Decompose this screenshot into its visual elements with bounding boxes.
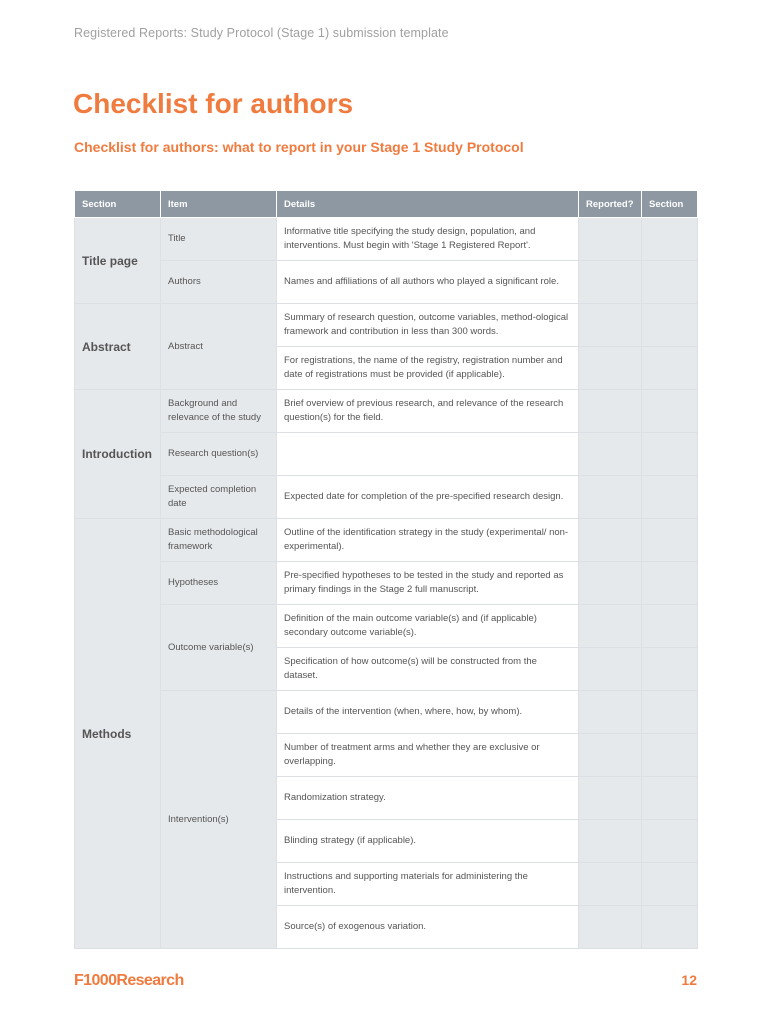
- item-cell-authors: Authors: [161, 261, 277, 304]
- item-cell-research-questions: Research question(s): [161, 433, 277, 476]
- table-row: [75, 304, 698, 347]
- column-header-details: Details: [277, 191, 579, 218]
- table-row: [75, 390, 698, 433]
- page-subtitle: Checklist for authors: what to report in your Stage 1 Study Protocol: [74, 139, 524, 155]
- item-cell-hypotheses: Hypotheses: [161, 562, 277, 605]
- section-ref-cell[interactable]: [642, 304, 698, 347]
- section-cell-methods: Methods: [75, 519, 161, 949]
- details-cell-hypotheses: Pre-specified hypotheses to be tested in the study and reported as primary findings in the Stage 2 full manuscript.: [277, 562, 579, 605]
- item-cell-background: Background and relevance of the study: [161, 390, 277, 433]
- details-cell-expected-completion: Expected date for completion of the pre-specified research design.: [277, 476, 579, 519]
- section-ref-cell[interactable]: [642, 605, 698, 648]
- table-header-row: [75, 191, 698, 218]
- table-row: [75, 691, 698, 734]
- details-cell-abstract-summary: Summary of research question, outcome variables, method-ological framework and contribution in less than 300 words.: [277, 304, 579, 347]
- running-header: Registered Reports: Study Protocol (Stage 1) submission template: [74, 26, 449, 40]
- column-header-section: Section: [75, 191, 161, 218]
- reported-cell[interactable]: [579, 261, 642, 304]
- details-cell-blinding: Blinding strategy (if applicable).: [277, 820, 579, 863]
- section-ref-cell[interactable]: [642, 347, 698, 390]
- section-cell-introduction: Introduction: [75, 390, 161, 519]
- reported-cell[interactable]: [579, 347, 642, 390]
- reported-cell[interactable]: [579, 906, 642, 949]
- details-cell-title: Informative title specifying the study design, population, and interventions. Must begin with 'Stage 1 Registered Report'.: [277, 218, 579, 261]
- page-title: Checklist for authors: [73, 88, 354, 119]
- reported-cell[interactable]: [579, 734, 642, 777]
- section-cell-title-page: Title page: [75, 218, 161, 304]
- item-cell-outcome-variables: Outcome variable(s): [161, 605, 277, 691]
- reported-cell[interactable]: [579, 476, 642, 519]
- details-cell-outcome-construction: Specification of how outcome(s) will be constructed from the dataset.: [277, 648, 579, 691]
- table-row: [75, 476, 698, 519]
- reported-cell[interactable]: [579, 519, 642, 562]
- column-header-item: Item: [161, 191, 277, 218]
- table-row: [75, 261, 698, 304]
- details-cell-background: Brief overview of previous research, and relevance of the research question(s) for the field.: [277, 390, 579, 433]
- item-cell-expected-completion: Expected completion date: [161, 476, 277, 519]
- reported-cell[interactable]: [579, 777, 642, 820]
- section-ref-cell[interactable]: [642, 648, 698, 691]
- section-ref-cell[interactable]: [642, 476, 698, 519]
- f1000research-logo: F1000Research: [74, 972, 184, 989]
- item-cell-basic-framework: Basic methodological framework: [161, 519, 277, 562]
- reported-cell[interactable]: [579, 691, 642, 734]
- section-ref-cell[interactable]: [642, 691, 698, 734]
- details-cell-intervention-details: Details of the intervention (when, where, how, by whom).: [277, 691, 579, 734]
- details-cell-exogenous: Source(s) of exogenous variation.: [277, 906, 579, 949]
- reported-cell[interactable]: [579, 648, 642, 691]
- reported-cell[interactable]: [579, 304, 642, 347]
- table-row: [75, 519, 698, 562]
- section-ref-cell[interactable]: [642, 433, 698, 476]
- table-row: [75, 562, 698, 605]
- details-cell-abstract-registrations: For registrations, the name of the registry, registration number and date of registrations must be provided (if applicable).: [277, 347, 579, 390]
- section-ref-cell[interactable]: [642, 390, 698, 433]
- details-cell-instructions: Instructions and supporting materials for administering the intervention.: [277, 863, 579, 906]
- item-cell-interventions: Intervention(s): [161, 691, 277, 949]
- details-cell-randomization: Randomization strategy.: [277, 777, 579, 820]
- section-ref-cell[interactable]: [642, 734, 698, 777]
- page-number: 12: [681, 972, 697, 988]
- table-row: [75, 605, 698, 648]
- section-cell-abstract: Abstract: [75, 304, 161, 390]
- details-cell-treatment-arms: Number of treatment arms and whether they are exclusive or overlapping.: [277, 734, 579, 777]
- checklist-table: [74, 190, 698, 949]
- section-ref-cell[interactable]: [642, 261, 698, 304]
- section-ref-cell[interactable]: [642, 906, 698, 949]
- table-row: [75, 433, 698, 476]
- section-ref-cell[interactable]: [642, 863, 698, 906]
- column-header-reported: Reported?: [579, 191, 642, 218]
- section-ref-cell[interactable]: [642, 562, 698, 605]
- section-ref-cell[interactable]: [642, 777, 698, 820]
- column-header-section-ref: Section: [642, 191, 698, 218]
- reported-cell[interactable]: [579, 863, 642, 906]
- reported-cell[interactable]: [579, 820, 642, 863]
- section-ref-cell[interactable]: [642, 820, 698, 863]
- reported-cell[interactable]: [579, 433, 642, 476]
- details-cell-authors: Names and affiliations of all authors who played a significant role.: [277, 261, 579, 304]
- reported-cell[interactable]: [579, 390, 642, 433]
- details-cell-basic-framework: Outline of the identification strategy in the study (experimental/ non-experimental).: [277, 519, 579, 562]
- details-cell-outcome-definition: Definition of the main outcome variable(s) and (if applicable) secondary outcome variable(s).: [277, 605, 579, 648]
- reported-cell[interactable]: [579, 218, 642, 261]
- section-ref-cell[interactable]: [642, 218, 698, 261]
- item-cell-abstract: Abstract: [161, 304, 277, 390]
- reported-cell[interactable]: [579, 562, 642, 605]
- details-cell-research-questions: [277, 433, 579, 476]
- item-cell-title: Title: [161, 218, 277, 261]
- reported-cell[interactable]: [579, 605, 642, 648]
- section-ref-cell[interactable]: [642, 519, 698, 562]
- table-row: [75, 218, 698, 261]
